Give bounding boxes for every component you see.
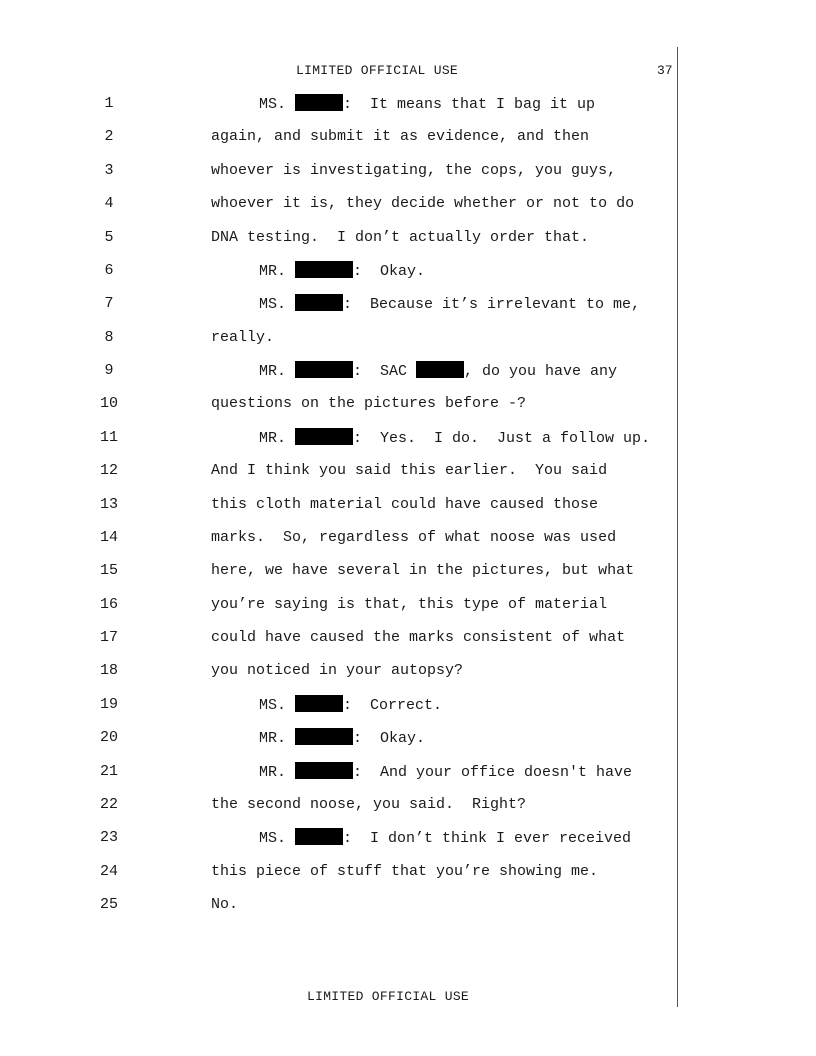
transcript-line [0, 728, 676, 748]
line-number: 10 [99, 395, 118, 413]
transcript-line [0, 461, 676, 481]
line-text [259, 94, 595, 115]
transcript-line [0, 94, 676, 114]
line-text: questions on the pictures before -? [211, 395, 527, 413]
transcript-line [0, 661, 676, 681]
speech-text: : I don’t think I ever received [343, 830, 632, 848]
transcript-line [0, 261, 676, 281]
page-header: LIMITED OFFICIAL USE [296, 63, 459, 78]
transcript-line [0, 862, 676, 882]
speaker-title: MR. [259, 763, 296, 781]
speaker-title: MR. [259, 262, 296, 280]
line-text [259, 261, 425, 282]
line-text [259, 361, 617, 382]
transcript-line [0, 895, 676, 915]
line-number: 24 [99, 862, 118, 880]
line-text: whoever it is, they decide whether or not to do [211, 195, 635, 213]
line-text [259, 428, 650, 449]
line-number: 14 [99, 528, 118, 546]
line-number: 12 [99, 462, 118, 480]
speaker-title: MR. [259, 429, 296, 447]
redaction-box [295, 261, 353, 278]
line-text [259, 695, 442, 716]
redaction-box [295, 294, 343, 311]
redaction-box [295, 828, 343, 845]
speech-text: , do you have any [464, 363, 618, 380]
redaction-box [416, 361, 464, 378]
redaction-box [295, 428, 353, 445]
speaker-title: MS. [259, 96, 296, 113]
line-number: 4 [104, 195, 114, 213]
line-number: 22 [99, 795, 118, 813]
transcript-line [0, 228, 676, 248]
line-number: 6 [104, 261, 114, 279]
transcript-line [0, 328, 676, 348]
transcript-line [0, 628, 676, 648]
line-text: whoever is investigating, the cops, you guys, [211, 161, 617, 179]
page-number: 37 [657, 63, 673, 78]
line-text: you noticed in your autopsy? [211, 662, 464, 680]
line-number: 18 [99, 662, 118, 680]
line-text: this piece of stuff that you’re showing me. [211, 862, 599, 880]
line-number: 16 [99, 595, 118, 613]
speech-text: : Because it’s irrelevant to me, [343, 296, 641, 314]
transcript-line [0, 428, 676, 448]
transcript-line [0, 528, 676, 548]
line-number: 17 [99, 629, 118, 646]
line-number: 2 [104, 128, 114, 146]
speech-text: : It means that I bag it up [343, 96, 596, 113]
line-text [259, 728, 425, 749]
speaker-title: MS. [259, 696, 296, 714]
line-number: 3 [104, 161, 114, 179]
speech-text: : Yes. I do. Just a follow up. [353, 429, 651, 447]
line-number: 25 [99, 896, 118, 913]
redaction-box [295, 361, 353, 378]
line-number: 21 [99, 762, 118, 780]
transcript-line [0, 294, 676, 314]
transcript-line [0, 394, 676, 414]
line-text: really. [211, 328, 275, 346]
line-text: this cloth material could have caused those [211, 495, 599, 513]
redaction-box [295, 762, 353, 779]
line-number: 8 [104, 328, 114, 346]
line-number: 9 [104, 362, 114, 379]
speech-text: : And your office doesn't have [353, 763, 633, 781]
line-text [259, 762, 632, 783]
speaker-title: MS. [259, 296, 296, 314]
line-text [259, 294, 640, 315]
page-footer: LIMITED OFFICIAL USE [307, 989, 470, 1004]
line-number: 1 [104, 95, 114, 112]
transcript-line [0, 194, 676, 214]
line-text: here, we have several in the pictures, but what [211, 562, 635, 580]
transcript-line [0, 361, 676, 381]
line-number: 13 [99, 495, 118, 513]
transcript-line [0, 161, 676, 181]
line-number: 15 [99, 562, 118, 580]
transcript-line [0, 795, 676, 815]
line-number: 23 [99, 829, 118, 847]
transcript-line [0, 561, 676, 581]
line-number: 7 [104, 295, 114, 313]
line-number: 11 [99, 428, 118, 446]
speaker-title: MR. [259, 730, 296, 748]
line-text: And I think you said this earlier. You said [211, 462, 608, 480]
redaction-box [295, 94, 343, 111]
line-text: you’re saying is that, this type of material [211, 595, 608, 613]
line-text: again, and submit it as evidence, and then [211, 128, 590, 146]
speech-text: : Correct. [343, 696, 443, 714]
transcript-line [0, 127, 676, 147]
line-text: could have caused the marks consistent of what [211, 629, 626, 646]
right-margin-rule [677, 47, 678, 1007]
line-text: the second noose, you said. Right? [211, 795, 527, 813]
transcript-line [0, 695, 676, 715]
line-text: marks. So, regardless of what noose was used [211, 528, 617, 546]
speaker-title: MS. [259, 830, 296, 848]
line-text [259, 828, 631, 849]
transcript-line [0, 495, 676, 515]
line-number: 20 [99, 729, 118, 747]
speaker-title: MR. [259, 363, 296, 380]
transcript-line [0, 762, 676, 782]
speech-text: : Okay. [353, 262, 426, 280]
line-text: No. [211, 896, 239, 913]
speech-text: : SAC [353, 363, 417, 380]
redaction-box [295, 695, 343, 712]
redaction-box [295, 728, 353, 745]
line-text: DNA testing. I don’t actually order that. [211, 228, 590, 246]
speech-text: : Okay. [353, 730, 426, 748]
line-number: 5 [104, 228, 114, 246]
line-number: 19 [99, 695, 118, 713]
transcript-line [0, 595, 676, 615]
transcript-line [0, 828, 676, 848]
